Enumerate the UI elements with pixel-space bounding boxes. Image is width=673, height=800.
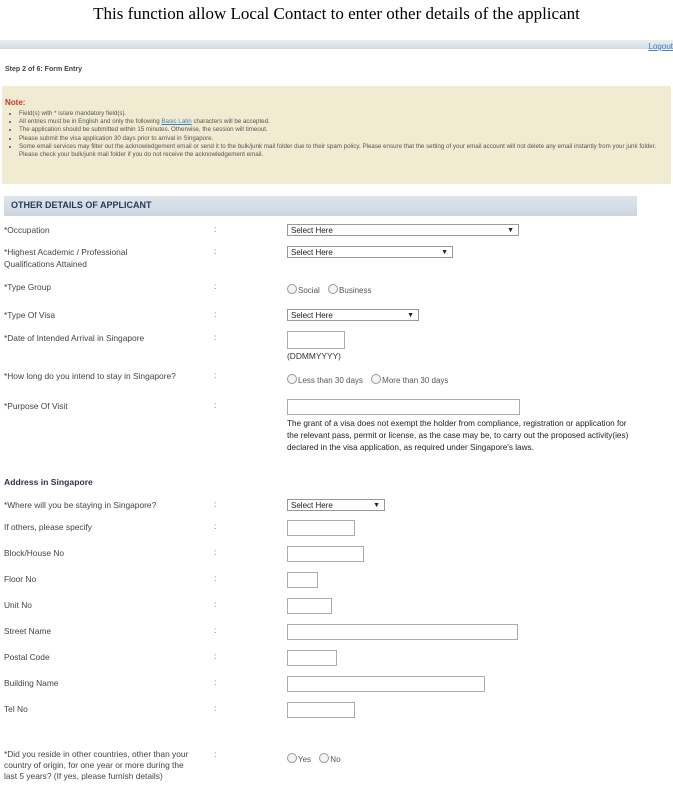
reside-radios [287,753,347,764]
building-label: Building Name [4,678,59,688]
radio-icon [319,753,329,763]
step-indicator: Step 2 of 6: Form Entry [5,66,83,73]
unit-label: Unit No [4,600,32,610]
colon: : [214,370,217,380]
stay-radios [287,374,454,385]
block-label: Block/House No [4,548,65,558]
note-item: • Some email services may filter out the acknowledgement email or send it to the bulk/junk mail folder due to their spam policy. Please ensure that the setting of your email account will not delete any email instantly from your junk folder. Please check your bulk/junk mail folder if you do not receive the acknowledgement email. [19,143,671,159]
radio-no[interactable]: No [319,755,340,764]
arrival-label: *Date of Intended Arrival in Singapore [4,333,145,343]
note-title: Note: [5,98,26,107]
purpose-input[interactable] [287,399,520,415]
colon: : [214,332,217,342]
colon: : [214,599,217,609]
colon: : [214,400,217,410]
colon: : [214,625,217,635]
note-item: • The application should be submitted within 15 minutes. Otherwise, the session will timeout. [19,126,671,134]
dropdown-arrow-icon: ▼ [441,249,448,256]
address-title: Address in Singapore [4,477,93,487]
building-input[interactable] [287,676,485,692]
reside-label: *Did you reside in other countries, other than your country of origin, for one year or more during the last 5 years? (If yes, please furnish details) [4,749,189,781]
postal-label: Postal Code [4,652,50,662]
colon: : [214,521,217,531]
section-header: OTHER DETAILS OF APPLICANT [4,196,637,216]
block-input[interactable] [287,546,364,562]
radio-business[interactable]: Business [328,286,371,295]
radio-icon [287,374,297,384]
radio-less-30[interactable]: Less than 30 days [287,376,363,385]
radio-icon [287,753,297,763]
basic-latin-link[interactable]: Basic Latin [161,118,192,126]
occupation-label: *Occupation [4,225,50,235]
radio-more-30[interactable]: More than 30 days [371,376,448,385]
colon: : [214,281,217,291]
type-group-label: *Type Group [4,282,52,292]
type-visa-select[interactable]: Select Here ▼ [287,309,419,321]
dropdown-arrow-icon: ▼ [373,502,380,509]
staying-select[interactable]: Select Here ▼ [287,499,385,511]
colon: : [214,749,217,759]
purpose-label: *Purpose Of Visit [4,401,68,411]
logout-link[interactable]: Logout [648,42,673,51]
street-label: Street Name [4,626,52,636]
radio-icon [371,374,381,384]
colon: : [214,547,217,557]
radio-yes[interactable]: Yes [287,755,311,764]
qualification-label: *Highest Academic / Professional Qualifications Attained [4,247,128,269]
type-visa-label: *Type Of Visa [4,310,56,320]
colon: : [214,703,217,713]
colon: : [214,224,217,234]
floor-label: Floor No [4,574,37,584]
others-input[interactable] [287,520,355,536]
unit-input[interactable] [287,598,332,614]
note-item: • All entries must be in English and only the following Basic Latin characters will be accepted. [19,118,671,126]
street-input[interactable] [287,624,518,640]
tel-label: Tel No [4,704,28,714]
caption: This function allow Local Contact to enter other details of the applicant [93,4,580,23]
arrival-date-input[interactable] [287,331,345,349]
colon: : [214,651,217,661]
date-format-hint: (DDMMYYYY) [287,351,341,361]
colon: : [214,677,217,687]
type-group-radios [287,284,378,295]
note-box [2,86,671,184]
floor-input[interactable] [287,572,318,588]
note-list [5,110,671,159]
colon: : [214,573,217,583]
staying-label: *Where will you be staying in Singapore? [4,500,157,510]
note-item: • Field(s) with * is/are mandatory field(s). [19,110,671,118]
others-label: If others, please specify [4,522,92,532]
postal-input[interactable] [287,650,337,666]
tel-input[interactable] [287,702,355,718]
colon: : [214,499,217,509]
stay-label: *How long do you intend to stay in Singapore? [4,371,176,381]
radio-social[interactable]: Social [287,286,320,295]
visa-disclaimer: The grant of a visa does not exempt the holder from compliance, registration or application for the relevant pass, permit or license, as the case may be, to carry out the proposed activity(ies) declared in the visa application, as required under Singapore's laws. [287,419,629,452]
radio-icon [287,284,297,294]
occupation-select[interactable]: Select Here ▼ [287,224,519,236]
radio-icon [328,284,338,294]
colon: : [214,309,217,319]
colon: : [214,246,217,256]
qualification-select[interactable]: Select Here ▼ [287,246,453,258]
dropdown-arrow-icon: ▼ [407,312,414,319]
dropdown-arrow-icon: ▼ [507,227,514,234]
note-item: • Please submit the visa application 30 days prior to arrival in Singapore. [19,135,671,143]
top-bar [0,40,673,49]
